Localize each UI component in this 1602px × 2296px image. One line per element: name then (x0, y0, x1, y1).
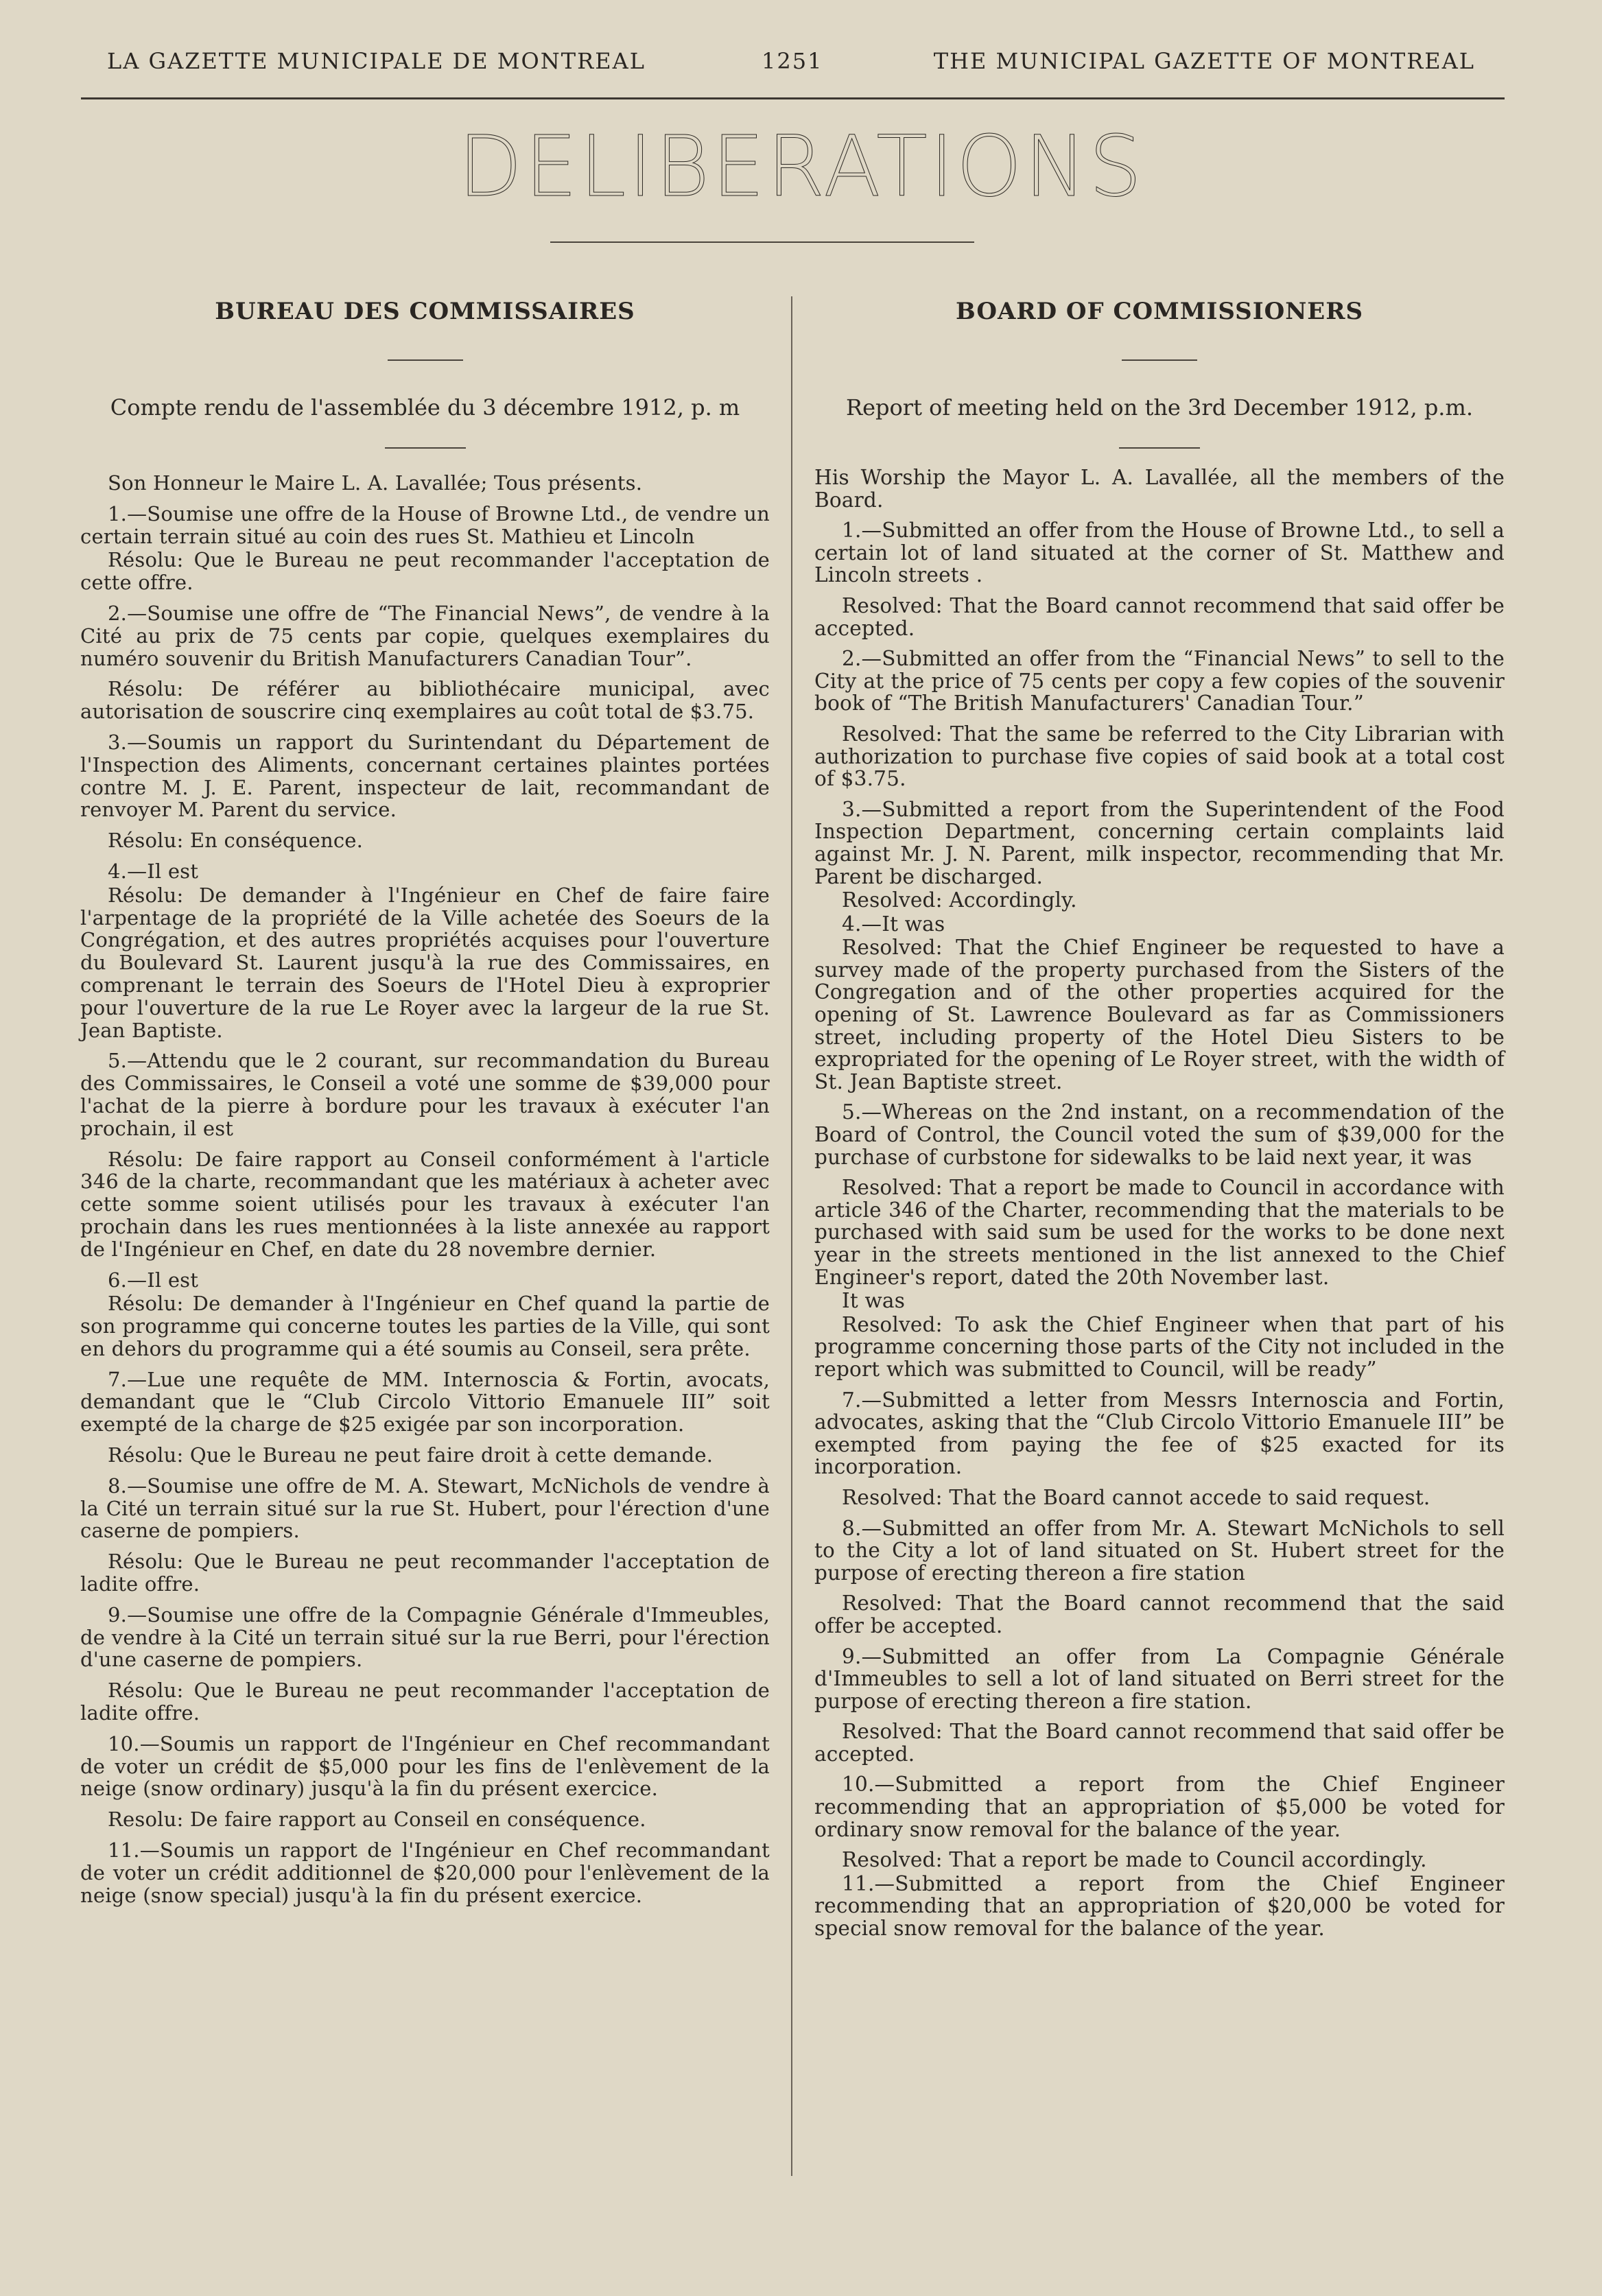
paragraph: Résolu: Que le Bureau ne peut recommander l'acceptation de ladite offre. (80, 1550, 770, 1596)
english-body (814, 466, 1505, 1940)
paragraph: 5.—Whereas on the 2nd instant, on a recommendation of the Board of Control, the Council voted the sum of $39,000 for the purchase of curbstone for sidewalks to be laid next year, it was (814, 1100, 1505, 1169)
paragraph: 2.—Submitted an offer from the “Financial News” to sell to the City at the price of 75 cents per copy a few copies of the souvenir book of “The British Manufacturers' Canadian Tour.” (814, 647, 1505, 715)
title-rule (550, 241, 974, 243)
paragraph: Résolu: De demander à l'Ingénieur en Chef quand la partie de son programme qui concerne toutes les parties de la Ville, qui sont en dehors du programme qui a été soumis au Conseil, sera prête. (80, 1292, 770, 1360)
paragraph: Résolu: Que le Bureau ne peut recommander l'acceptation de cette offre. (80, 548, 770, 595)
paragraph: Resolved: That the Board cannot recommend that said offer be accepted. (814, 1720, 1505, 1766)
paragraph: 6.—Il est (108, 1268, 199, 1292)
section-title: DELIBERATIONS (458, 118, 1144, 215)
paragraph: Resolved: That a report be made to Council in accordance with article 346 of the Charter, recommending that the materials to be purchased with said sum be used for the works to be done next year in the streets mentioned in the list annexed to the Chief Engineer's report, dated the 20th November last. (814, 1176, 1505, 1289)
header-english-title: THE MUNICIPAL GAZETTE OF MONTREAL (933, 48, 1475, 74)
paragraph: Résolu: Que le Bureau ne peut recommander l'acceptation de ladite offre. (80, 1679, 770, 1725)
paragraph: 4.—It was (842, 912, 945, 936)
english-report-line: Report of meeting held on the 3rd December 1912, p.m. (846, 394, 1473, 421)
paragraph: 10.—Submitted a report from the Chief Engineer recommending that an appropriation of $5,000 be voted for ordinary snow removal for the balance of the year. (814, 1773, 1505, 1841)
header-rule (81, 97, 1505, 99)
english-title-rule (1122, 359, 1197, 361)
paragraph: 4.—Il est (108, 859, 199, 883)
french-report-rule (385, 447, 466, 449)
paragraph: 11.—Submitted a report from the Chief Engineer recommending that an appropriation of $20,000 be voted for special snow removal for the balance of the year. (814, 1871, 1505, 1941)
paragraph: 2.—Soumise une offre de “The Financial News”, de vendre à la Cité au prix de 75 cents par copie, quelques exemplaires du numéro souvenir du British Manufacturers Canadian Tour”. (80, 601, 770, 670)
paragraph: 11.—Soumis un rapport de l'Ingénieur en Chef recommandant de voter un crédit additionnel de $20,000 pour l'enlèvement de la neige (snow special) jusqu'à la fin du présent exercice. (80, 1838, 770, 1907)
paragraph: Resolved: To ask the Chief Engineer when that part of his programme concerning those parts of the City not included in the report which was submitted to Council, will be ready” (814, 1312, 1505, 1381)
english-column-title: BOARD OF COMMISSIONERS (955, 298, 1364, 325)
paragraph: 7.—Submitted a letter from Messrs Internoscia and Fortin, advocates, asking that the “Club Circolo Vittorio Emanuele III” be exempted from paying the fee of $25 exacted for its incorporation. (814, 1388, 1505, 1479)
paragraph: 3.—Submitted a report from the Superintendent of the Food Inspection Department, concerning certain complaints laid against Mr. J. N. Parent, milk inspector, recommending that Mr. Parent be discharged. (814, 797, 1505, 888)
paragraph: It was (842, 1289, 906, 1313)
paragraph: Resolved: That the Board cannot recommend that the said offer be accepted. (814, 1591, 1505, 1637)
french-body (80, 472, 770, 1906)
paragraph: 7.—Lue une requête de MM. Internoscia & Fortin, avocats, demandant que le “Club Circolo Vittorio Emanuele III” soit exempté de la charge de $25 exigée par son incorporation. (80, 1367, 770, 1436)
french-report-line: Compte rendu de l'assemblée du 3 décembre 1912, p. m (110, 394, 740, 421)
paragraph: Son Honneur le Maire L. A. Lavallée; Tous présents. (108, 471, 643, 495)
english-report-rule (1119, 447, 1200, 449)
paragraph: Résolu: De référer au bibliothécaire municipal, avec autorisation de souscrire cinq exemplaires au coût total de $3.75. (80, 677, 770, 724)
paragraph: Resolved: That a report be made to Council accordingly. (842, 1848, 1427, 1872)
paragraph: His Worship the Mayor L. A. Lavallée, all the members of the Board. (814, 466, 1505, 512)
paragraph: 10.—Soumis un rapport de l'Ingénieur en Chef recommandant de voter un crédit de $5,000 pour les fins de l'enlèvement de la neige (snow ordinary) jusqu'à la fin du présent exercice. (80, 1731, 770, 1801)
paragraph: Resolved: That the same be referred to the City Librarian with authorization to purchase five copies of said book at a total cost of $3.75. (814, 722, 1505, 791)
paragraph: Resolved: That the Board cannot recommend that said offer be accepted. (814, 593, 1505, 640)
paragraph: 9.—Soumise une offre de la Compagnie Générale d'Immeubles, de vendre à la Cité un terrain situé sur la rue Berri, pour l'érection d'une caserne de pompiers. (80, 1602, 770, 1672)
paragraph: 8.—Submitted an offer from Mr. A. Stewart McNichols to sell to the City a lot of land situated on St. Hubert street for the purpose of erecting thereon a fire station (814, 1516, 1505, 1585)
column-divider (791, 296, 792, 2176)
english-column (814, 295, 1505, 1948)
paragraph: 5.—Attendu que le 2 courant, sur recommandation du Bureau des Commissaires, le Conseil a voté une somme de $39,000 pour l'achat de la pierre à bordure pour les travaux à exécuter l'an prochain, il est (80, 1049, 770, 1140)
paragraph: Resolved: That the Chief Engineer be requested to have a survey made of the property purchased from the Sisters of the Congregation and of the other properties acquired for the opening of St. Lawrence Boulevard as far as Commissioners street, including property of the Hotel Dieu Sisters to be expropriated for the opening of Le Royer street, with the width of St. Jean Baptiste street. (814, 936, 1505, 1093)
paragraph: Résolu: Que le Bureau ne peut faire droit à cette demande. (108, 1443, 714, 1467)
paragraph: Resolved: Accordingly. (842, 888, 1077, 912)
page-number: 1251 (762, 48, 823, 74)
paragraph: 1.—Submitted an offer from the House of Browne Ltd., to sell a certain lot of land situated at the corner of St. Matthew and Lincoln streets . (814, 519, 1505, 587)
paragraph: Résolu: En conséquence. (108, 829, 364, 853)
french-column-title: BUREAU DES COMMISSAIRES (215, 298, 635, 325)
running-header (103, 48, 1482, 82)
paragraph: 1.—Soumise une offre de la House of Browne Ltd., de vendre un certain terrain situé au coin des rues St. Mathieu et Lincoln (80, 501, 770, 548)
paragraph: 3.—Soumis un rapport du Surintendant du Département de l'Inspection des Aliments, concernant certaines plaintes portées contre M. J. E. Parent, inspecteur de lait, recommandant de renvoyer M. Parent du service. (80, 730, 770, 822)
header-french-title: LA GAZETTE MUNICIPALE DE MONTREAL (107, 48, 646, 74)
paragraph: Résolu: De demander à l'Ingénieur en Chef de faire faire l'arpentage de la propriété de la Ville achetée des Soeurs de la Congrégation, et des autres propriétés acquises pour l'ouverture du Boulevard St. Laurent jusqu'à la rue des Commissaires, en comprenant le terrain des Soeurs de l'Hotel Dieu à exproprier pour l'ouverture de la rue Le Royer avec la largeur de la rue St. Jean Baptiste. (80, 883, 770, 1042)
french-column (80, 295, 770, 1915)
paragraph: 9.—Submitted an offer from La Compagnie Générale d'Immeubles to sell a lot of land situated on Berri street for the purpose of erecting thereon a fire station. (814, 1644, 1505, 1713)
paragraph: 8.—Soumise une offre de M. A. Stewart, McNichols de vendre à la Cité un terrain situé sur la rue St. Hubert, pour l'érection d'une caserne de pompiers. (80, 1474, 770, 1543)
french-title-rule (388, 359, 463, 361)
paragraph: Résolu: De faire rapport au Conseil conformément à l'article 346 de la charte, recommandant que les matériaux à acheter avec cette somme soient utilisés pour les travaux à exécuter l'an prochain dans les rues mentionnées à la liste annexée au rapport de l'Ingénieur en Chef, en date du 28 novembre dernier. (80, 1147, 770, 1261)
paragraph: Resolved: That the Board cannot accede to said request. (842, 1485, 1430, 1509)
paragraph: Resolu: De faire rapport au Conseil en conséquence. (108, 1808, 646, 1832)
